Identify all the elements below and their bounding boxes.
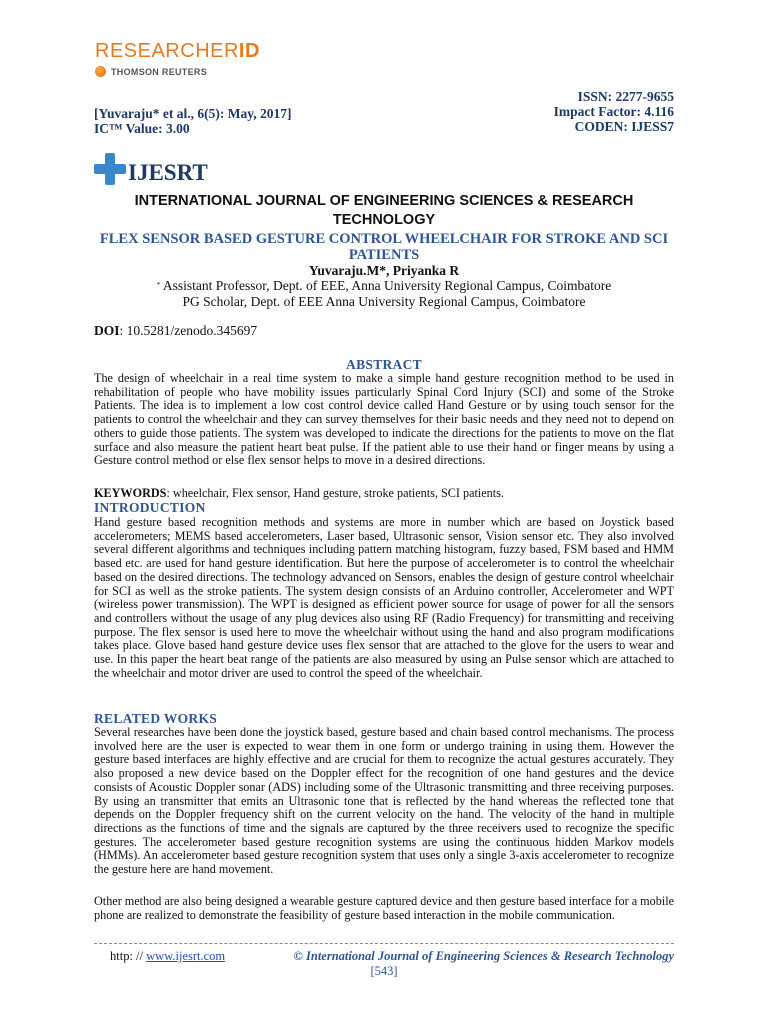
ic-value: IC™ Value: 3.00 (94, 121, 190, 136)
coden: CODEN: IJESS7 (574, 119, 674, 134)
header-left (94, 106, 291, 136)
journal-name: INTERNATIONAL JOURNAL OF ENGINEERING SCIENCES & RESEARCH TECHNOLOGY (134, 193, 634, 228)
doi-label: DOI (94, 323, 120, 338)
paper-title: FLEX SENSOR BASED GESTURE CONTROL WHEELCHAIR FOR STROKE AND SCI PATIENTS (99, 231, 669, 263)
impact-factor: Impact Factor: 4.116 (553, 104, 674, 119)
citation: [Yuvaraju* et al., 6(5): May, 2017] (94, 106, 292, 121)
doi-value: : 10.5281/zenodo.345697 (119, 323, 258, 338)
related-works-heading: RELATED WORKS (94, 711, 218, 726)
doi (94, 323, 257, 339)
related-works-text: Several researches have been done the joystick based, gesture based and chain based control mechanisms. The process involved here are the user is expected to wear them in one form or undergo training in using them. However the gesture based interfaces are highly effective and are crucial for them to recognize the actual gestures accurately. They also proposed a new device based on the Doppler effect for the recognition of one hand gestures and the device consists of Acoustic Doppler sonar (ADS) including some of the Ultrasonic transmitting and three receiving purposes. By using an transmitter that emits an Ultrasonic tone that is reflected by the hand whereas the reflected tone that depends on the Doppler frequency shift on the current velocity on the hand. The velocity of the hand in multiple directions as the functions of time and the signals are captured by the three receivers used to recognize the specific gestures. The accelerometer based gesture recognition systems are using the continuous hidden Markov models (HMMs). An accelerometer based gesture recognition system that uses only a single 3-axis accelerometer to recognize the gesture here are hand movement. (94, 725, 674, 877)
footer-http: http: // (110, 949, 143, 963)
footer-divider (94, 943, 674, 944)
related-works-text-2: Other method are also being designed a wearable gesture captured device and then gesture based interface for a mobile phone are realized to demonstrate the feasibility of gesture based interaction in the mobile communication. (94, 894, 675, 922)
publisher-mark (95, 66, 207, 77)
journal-website-link[interactable]: www.ijesrt.com (146, 949, 226, 963)
affiliation-2: PG Scholar, Dept. of EEE Anna University Regional Campus, Coimbatore (182, 293, 586, 309)
journal-abbr: IJESRT (128, 160, 208, 185)
logo-brand-b: ID (238, 40, 260, 62)
abstract-heading: ABSTRACT (346, 357, 422, 372)
logo-brand-a: RESEARCHER (95, 40, 239, 62)
affiliation-1: Assistant Professor, Dept. of EEE, Anna University Regional Campus, Coimbatore (162, 278, 612, 293)
journal-logo (94, 152, 208, 186)
affil-mark: * (156, 281, 161, 289)
introduction-heading: INTRODUCTION (94, 500, 206, 515)
footer-copyright: © International Journal of Engineering Sciences & Research Technology (293, 949, 674, 963)
page-number: [543] (370, 964, 398, 978)
abstract-text: The design of wheelchair in a real time system to make a simple hand gesture recognition method to be used in rehabilitation of people who have mobility issues particularly Spinal Cord Injury (SCI) and some of the Stroke Patients. The idea is to implement a low cost control device called Hand Gesture or by using touch sensor for the patients to control the wheelchair and they can survey themselves for their basic needs and they need not to depend on others to guide those patients. The system was developed to indicate the directions for the patients to move on the flat surface and also measure the patient heart beat pulse. If the patient able to use their hand or finger means by using a Gesture control method or else flex sensor helps to move in a desired directions. (94, 371, 674, 468)
footer-url (110, 949, 225, 964)
keywords-text: : wheelchair, Flex sensor, Hand gesture, stroke patients, SCI patients. (166, 486, 504, 500)
affiliations (94, 278, 674, 309)
introduction-text: Hand gesture based recognition methods and systems are more in number which are based on Joystick based accelerometers; MEMS based accelerometers, Laser based, Ultrasonic sensor, Vision sensor etc. They also involved several different algorithms and techniques including pattern matching histogram, fuzzy based, FSM based and HMM based etc. are used for hand gesture identification. But here the purpose of accelerometer is to control the wheelchair based on the desired directions. The technology advanced on Sensors, enables the design of gesture control wheelchair for SCI as well as the stroke patients. The system design consists of an Arduino controller, Accelerometer and WPT (wireless power transmission). The WPT is designed as efficient power source for usage of power for all the sensors and controllers without the usage of any plug devices also using RF (Radio Frequency) for transmitting and receiving purpose. The flex sensor is used here to move the wheelchair without using the hand and also program modifications takes place. Glove based hand gesture device uses flex sensor that are attached to the glove for the users to wear and use. In this paper the heart beat range of the patients are also measured by using an Pulse sensor which are attached to the wheelchair and motor driver are used to control the speed of the wheelchair. (94, 515, 674, 680)
thomson-reuters-icon (95, 66, 106, 77)
plus-cross-icon (94, 153, 126, 185)
keywords-label: KEYWORDS (94, 486, 167, 500)
authors: Yuvaraju.M*, Priyanka R (308, 263, 460, 278)
issn: ISSN: 2277-9655 (577, 89, 674, 104)
researcherid-logo (95, 40, 295, 77)
publisher-name: THOMSON REUTERS (111, 66, 208, 77)
keywords (94, 486, 504, 501)
header-right (554, 89, 674, 134)
